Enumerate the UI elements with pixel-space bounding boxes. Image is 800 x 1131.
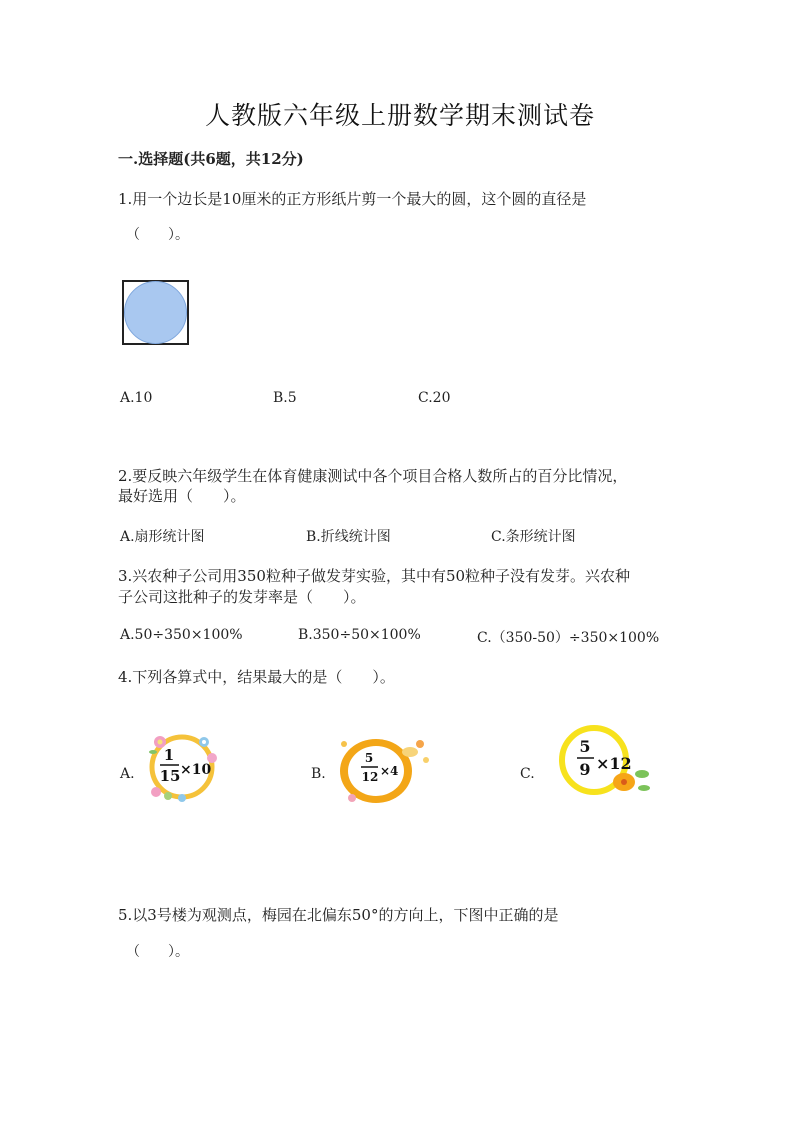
question-2-line1: 2.要反映六年级学生在体育健康测试中各个项目合格人数所占的百分比情况，	[118, 467, 628, 485]
flower-icon	[423, 757, 429, 763]
flower-icon	[402, 747, 418, 757]
leaf-icon	[149, 750, 157, 754]
q4-option-a-badge[interactable]	[144, 730, 224, 802]
fraction-denominator: 12	[361, 770, 379, 784]
multiplier: ×4	[380, 764, 399, 778]
flower-center-icon	[202, 740, 206, 744]
flower-icon	[341, 741, 347, 747]
question-1-blank: （ ）。	[126, 227, 189, 243]
question-3-line2: 子公司这批种子的发芽率是（ ）。	[118, 588, 366, 606]
fraction-numerator: 5	[364, 751, 374, 765]
flower-icon	[151, 787, 161, 797]
q1-option-c[interactable]: C.20	[418, 390, 451, 406]
q2-option-b[interactable]: B.折线统计图	[306, 529, 391, 545]
question-4-text: 4.下列各算式中，结果最大的是（ ）。	[118, 668, 395, 686]
leaf-icon	[635, 770, 649, 778]
q4-option-b-label[interactable]: B.	[311, 766, 326, 782]
q2-option-a[interactable]: A.扇形统计图	[120, 529, 205, 545]
question-1-text: 1.用一个边长是10厘米的正方形纸片剪一个最大的圆，这个圆的直径是	[118, 190, 587, 208]
fraction-numerator: 5	[579, 737, 591, 756]
q4-option-c-badge[interactable]	[552, 724, 658, 796]
circle-shape	[125, 282, 187, 344]
question-5-text: 5.以3号楼为观测点，梅园在北偏东50°的方向上，下图中正确的是	[118, 906, 559, 924]
leaf-icon	[638, 785, 650, 791]
q3-option-b[interactable]: B.350÷50×100%	[298, 627, 421, 643]
leaf-icon	[164, 792, 172, 800]
q4-option-c-label[interactable]: C.	[520, 766, 535, 782]
page-title: 人教版六年级上册数学期末测试卷	[204, 101, 595, 130]
multiplier: ×12	[596, 754, 632, 773]
flower-center-icon	[158, 740, 163, 745]
q1-option-a[interactable]: A.10	[120, 390, 153, 406]
section-heading: 一.选择题(共6题，共12分)	[118, 150, 304, 168]
fraction-numerator: 1	[163, 746, 175, 764]
q4-option-b-badge[interactable]	[332, 734, 434, 806]
fraction-denominator: 15	[159, 767, 181, 785]
square-circle-figure	[122, 280, 190, 346]
question-2-line2: 最好选用（ ）。	[118, 487, 246, 505]
flower-icon	[348, 794, 356, 802]
flower-center-icon	[621, 779, 627, 785]
multiplier: ×10	[180, 762, 212, 778]
flower-icon	[416, 740, 424, 748]
flower-icon	[178, 794, 186, 802]
q3-option-c[interactable]: C.（350-50）÷350×100%	[477, 630, 660, 646]
question-5-blank: （ ）。	[126, 944, 189, 960]
q1-option-b[interactable]: B.5	[273, 390, 297, 406]
fraction-denominator: 9	[579, 760, 591, 779]
q4-option-a-label[interactable]: A.	[120, 766, 135, 782]
q2-option-c[interactable]: C.条形统计图	[491, 529, 576, 545]
question-3-line1: 3.兴农种子公司用350粒种子做发芽实验，其中有50粒种子没有发芽。兴农种	[118, 567, 631, 585]
q3-option-a[interactable]: A.50÷350×100%	[120, 627, 243, 643]
